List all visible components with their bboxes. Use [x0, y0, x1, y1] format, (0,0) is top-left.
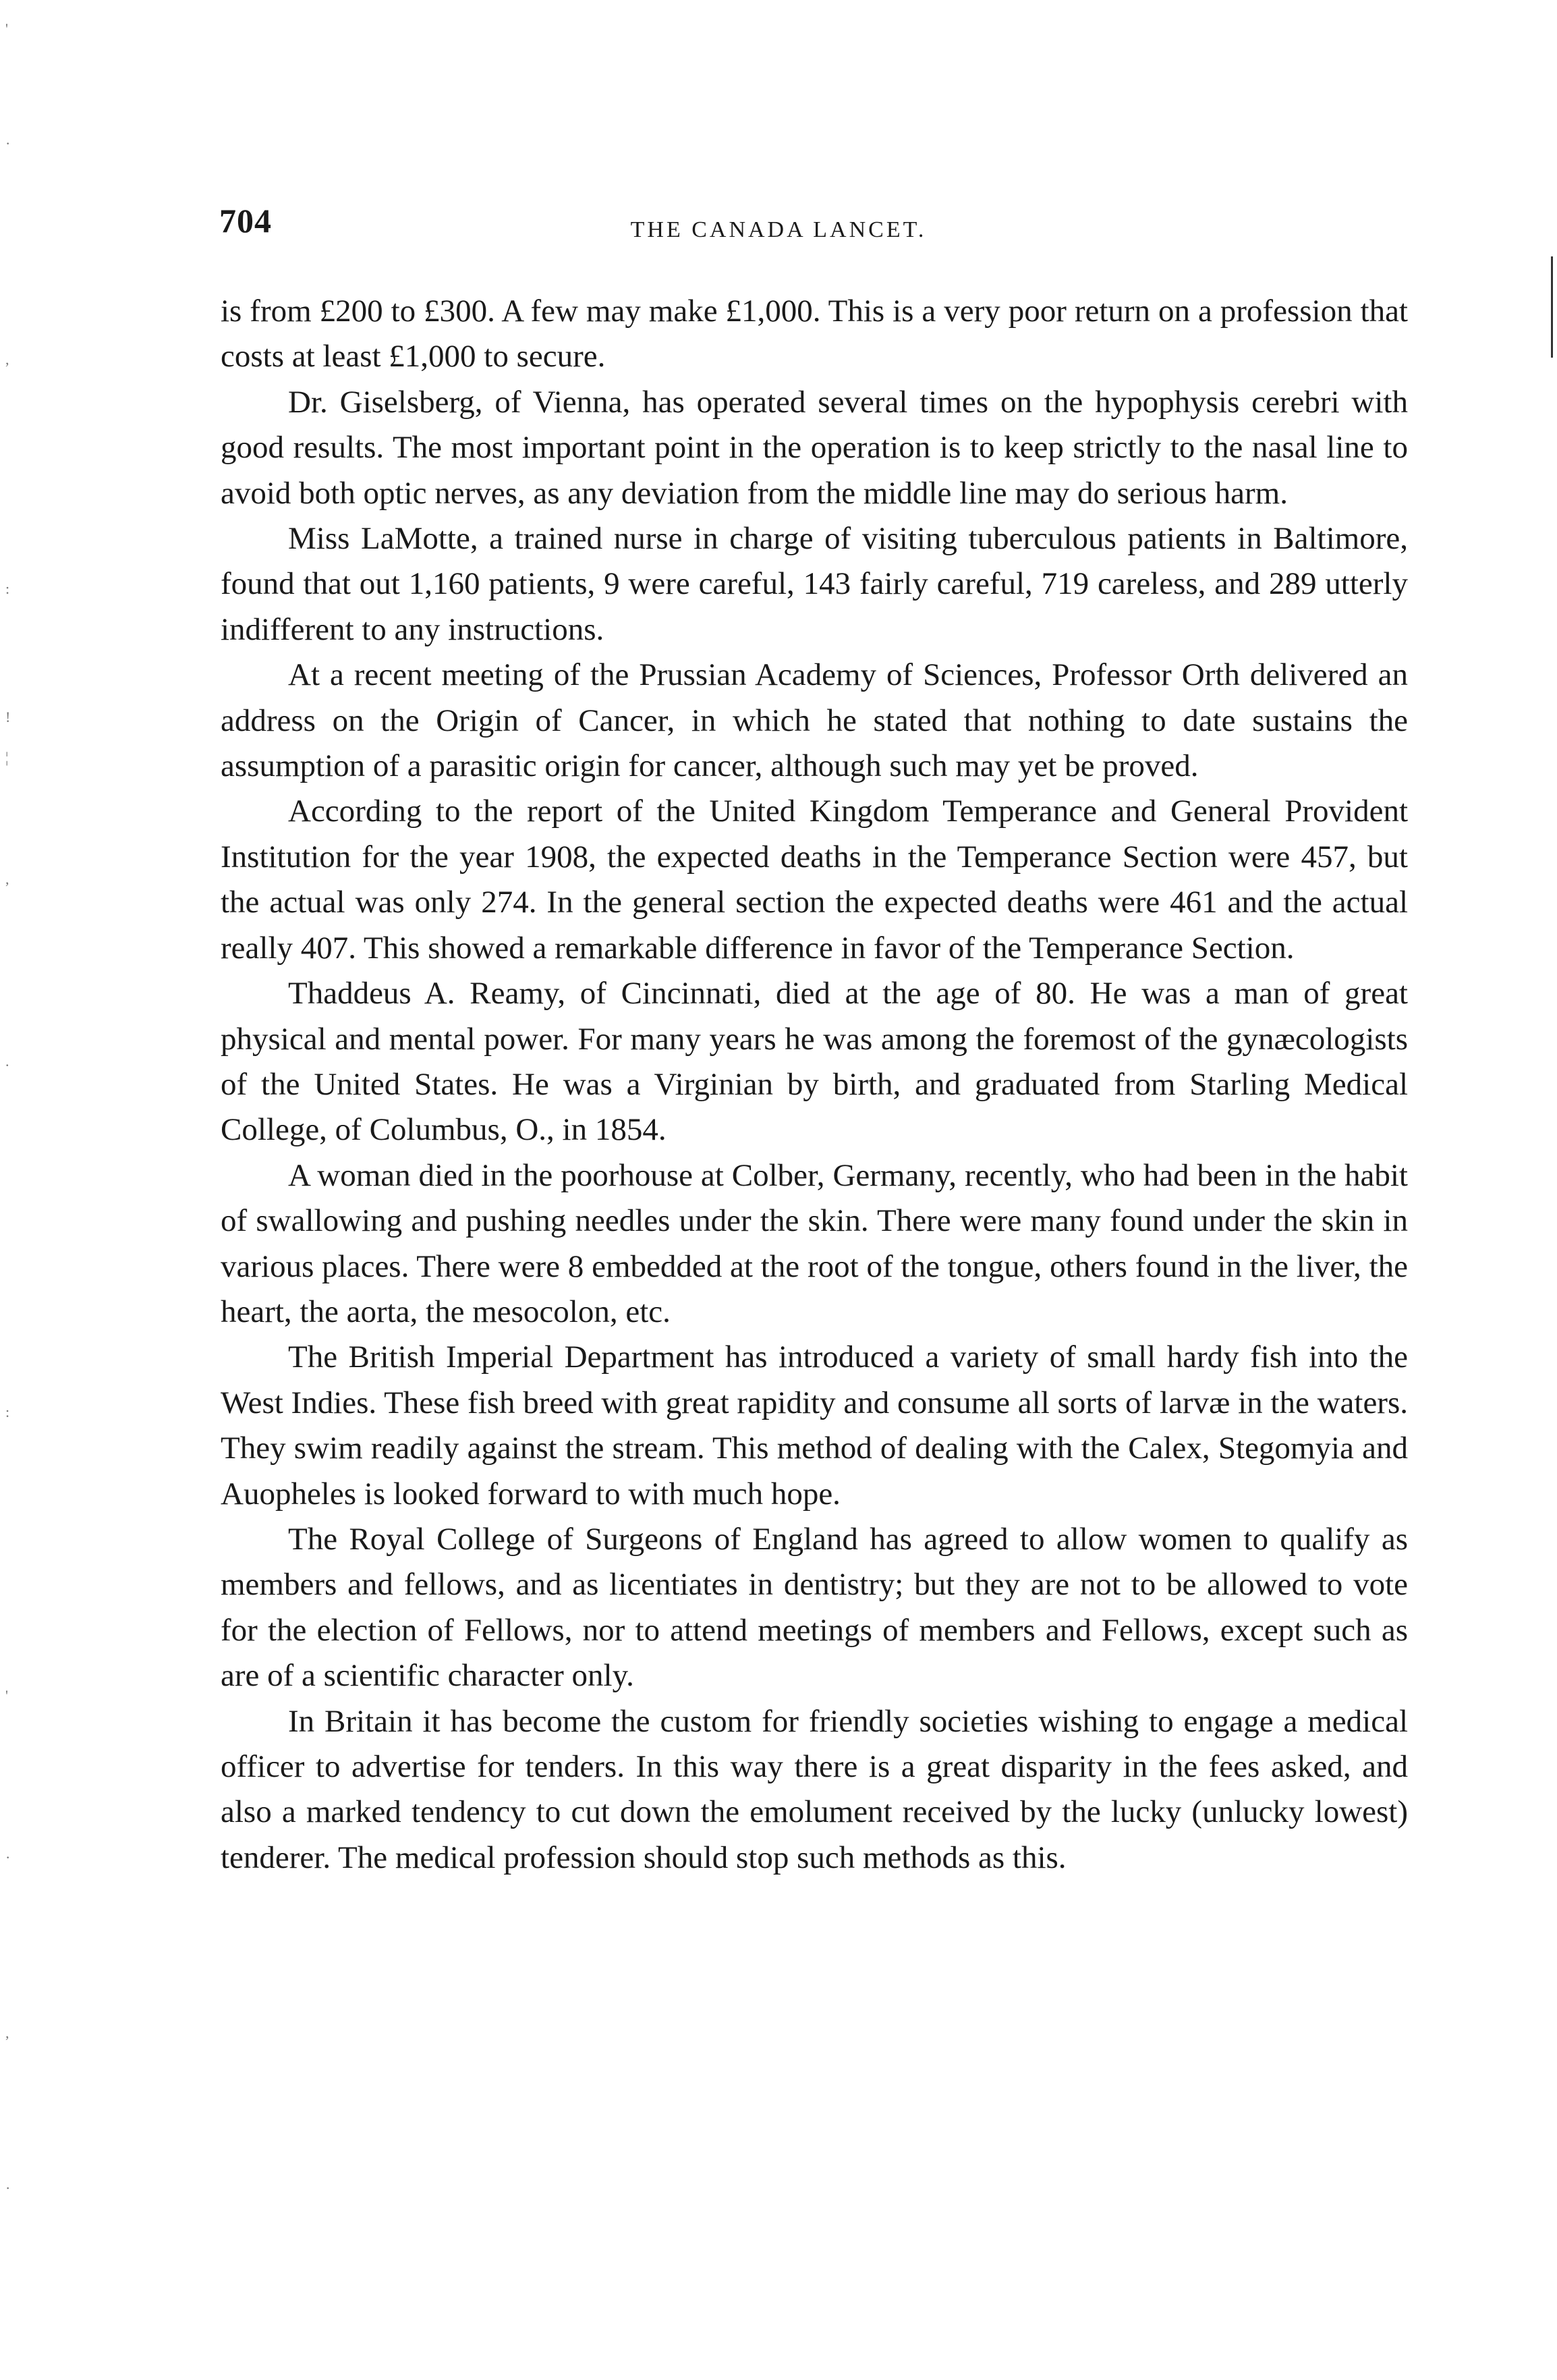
- paragraph-reamy: Thaddeus A. Reamy, of Cincinnati, died at the age of 80. He was a man of great physical and mental power. For many years he was among the foremost of the gynæcologists of the United States. He was a Virginian by birth, and graduated from Starling Medical College, of Columbus, O., in 1854.: [221, 976, 1408, 1148]
- paragraph-tenders: In Britain it has become the custom for friendly societies wishing to engage a medical officer to advertise for tenders. In this way there is a great disparity in the fees asked, and also a marked tendency to cut down the emolument received by the lucky (unlucky lowest) tenderer. The medical profession should stop such methods as this.: [221, 1703, 1408, 1875]
- paragraph-temperance: According to the report of the United Kingdom Temperance and General Provident Institution for the year 1908, the expected deaths in the Temperance Section were 457, but the actual was only 274. In the general section the expected deaths were 461 and the actual really 407. This showed a remarkable difference in favor of the Temperance Section.: [221, 794, 1408, 966]
- paragraph-giselsberg: Dr. Giselsberg, of Vienna, has operated several times on the hypophysis cerebri with good results. The most important point in the operation is to keep strictly to the nasal line to avoid both optic nerves, as any deviation from the middle line may do serious harm.: [221, 384, 1408, 511]
- paragraph-fee-returns: is from £200 to £300. A few may make £1,000. This is a very poor return on a profession that costs at least £1,000 to secure.: [221, 294, 1408, 375]
- paragraph-royal-college: The Royal College of Surgeons of England has agreed to allow women to qualify as members and fellows, and as licentiates in dentistry; but they are not to be allowed to vote for the election of Fellows, nor to attend meetings of members and Fellows, except such as are of a scientific character only.: [221, 1521, 1408, 1694]
- paragraph-lamotte: Miss LaMotte, a trained nurse in charge of visiting tuberculous patients in Baltimore, found that out 1,160 patients, 9 were careful, 143 fairly careful, 719 careless, and 289 utterly indifferent to any instructions.: [221, 521, 1408, 647]
- paragraph-needles: A woman died in the poorhouse at Colber, Germany, recently, who had been in the habit of swallowing and pushing needles under the skin. There were many found under the skin in various places. There were 8 embedded at the root of the tongue, others found in the liver, the heart, the aorta, the mesocolon, etc.: [221, 1157, 1408, 1329]
- scan-margin-marks: ' · , : ! ¦ , . : ' · , ·: [5, 20, 11, 2196]
- article-body: [221, 289, 1408, 1881]
- paragraph-fish: The British Imperial Department has introduced a variety of small hardy fish into the West Indies. These fish breed with great rapidity and consume all sorts of larvæ in the waters. They swim readily against the stream. This method of dealing with the Calex, Stegomyia and Auopheles is looked forward to with much hope.: [221, 1339, 1408, 1512]
- paragraph-origin-of-cancer: At a recent meeting of the Prussian Academy of Sciences, Professor Orth delivered an address on the Origin of Cancer, in which he stated that nothing to date sustains the assumption of a parasitic origin for cancer, although such may yet be proved.: [221, 657, 1408, 784]
- running-head: THE CANADA LANCET.: [630, 217, 927, 242]
- page-number: 704: [219, 202, 272, 240]
- scan-edge-rule: [1551, 256, 1553, 358]
